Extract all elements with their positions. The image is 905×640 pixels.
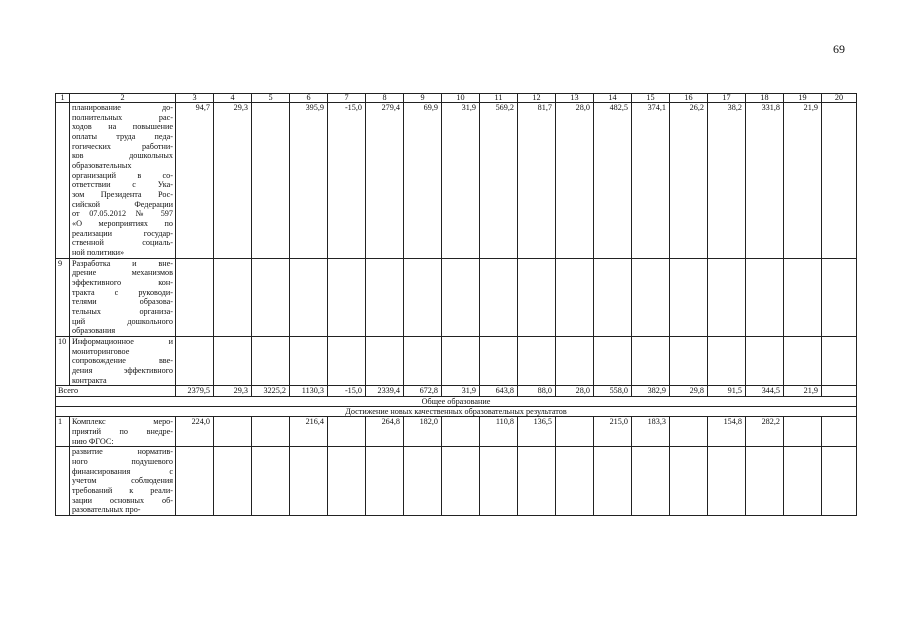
value-cell (670, 258, 708, 336)
value-cell (442, 417, 480, 447)
description-line: учетом соблюдения (72, 476, 173, 486)
total-label: Всего (56, 386, 176, 397)
value-cell: 28,0 (556, 103, 594, 259)
value-cell (670, 417, 708, 447)
description-line: сопровождение вве- (72, 356, 173, 366)
value-cell (556, 337, 594, 386)
description-line: требований к реали- (72, 485, 173, 495)
description-line: ной политики» (72, 248, 125, 258)
row-number: 1 (56, 417, 70, 447)
value-cell (518, 447, 556, 516)
column-number: 11 (480, 94, 518, 103)
value-cell (670, 337, 708, 386)
value-cell: 21,9 (784, 103, 822, 259)
value-cell: 282,2 (746, 417, 784, 447)
description-line: дения эффективного (72, 366, 173, 376)
value-cell: 482,5 (594, 103, 632, 259)
value-cell (632, 337, 670, 386)
value-cell: 331,8 (746, 103, 784, 259)
column-number: 9 (404, 94, 442, 103)
total-value: 21,9 (784, 386, 822, 397)
value-cell: 569,2 (480, 103, 518, 259)
column-number: 19 (784, 94, 822, 103)
total-row (56, 386, 857, 397)
value-cell: 69,9 (404, 103, 442, 259)
description-line: контракта (72, 375, 107, 385)
description-line: сийской Федерации (72, 199, 173, 209)
value-cell (442, 447, 480, 516)
description-line: образования (72, 326, 116, 336)
value-cell (822, 258, 857, 336)
value-cell (594, 447, 632, 516)
column-number: 20 (822, 94, 857, 103)
description-line: образовательных (72, 161, 132, 171)
value-cell (328, 337, 366, 386)
description-line: оплаты труда педа- (72, 132, 173, 142)
row-number (56, 447, 70, 516)
description-line: «О мероприятиях по (72, 219, 173, 229)
value-cell: 395,9 (290, 103, 328, 259)
total-value: 344,5 (746, 386, 784, 397)
column-number: 14 (594, 94, 632, 103)
value-cell: 136,5 (518, 417, 556, 447)
value-cell (404, 337, 442, 386)
value-cell (594, 337, 632, 386)
column-number: 12 (518, 94, 556, 103)
value-cell: 216,4 (290, 417, 328, 447)
column-number: 15 (632, 94, 670, 103)
value-cell (632, 258, 670, 336)
value-cell (214, 337, 252, 386)
description-line: разовательных про- (72, 505, 141, 515)
value-cell (252, 103, 290, 259)
description-line: организаций в со- (72, 170, 173, 180)
row-description (70, 337, 176, 386)
value-cell (176, 258, 214, 336)
row-number: 9 (56, 258, 70, 336)
description-line: тракта с руководи- (72, 287, 173, 297)
value-cell (746, 258, 784, 336)
value-cell: 110,8 (480, 417, 518, 447)
value-cell (822, 417, 857, 447)
total-value (822, 386, 857, 397)
description-line: ков дошкольных (72, 151, 173, 161)
value-cell (290, 337, 328, 386)
value-cell: 38,2 (708, 103, 746, 259)
value-cell (708, 447, 746, 516)
value-cell (556, 258, 594, 336)
section-title: Общее образование (56, 397, 857, 407)
total-value: 558,0 (594, 386, 632, 397)
total-value: 2339,4 (366, 386, 404, 397)
column-number: 6 (290, 94, 328, 103)
value-cell (784, 337, 822, 386)
value-cell (556, 447, 594, 516)
value-cell (518, 337, 556, 386)
value-cell (366, 258, 404, 336)
description-line: зом Президента Рос- (72, 190, 173, 200)
column-number: 5 (252, 94, 290, 103)
value-cell (784, 417, 822, 447)
column-number: 16 (670, 94, 708, 103)
description-line: ходов на повышение (72, 122, 173, 132)
value-cell (328, 417, 366, 447)
value-cell (746, 447, 784, 516)
value-cell (784, 258, 822, 336)
description-line: ответствии с Ука- (72, 180, 173, 190)
total-value: 1130,3 (290, 386, 328, 397)
description-line: развитие норматив- (72, 447, 173, 457)
total-value: 2379,5 (176, 386, 214, 397)
total-value: 382,9 (632, 386, 670, 397)
total-value: 88,0 (518, 386, 556, 397)
column-number: 10 (442, 94, 480, 103)
description-line: ций дошкольного (72, 316, 173, 326)
section-title-row (56, 397, 857, 407)
description-line: мониторинговое (72, 346, 130, 356)
value-cell: 264,8 (366, 417, 404, 447)
total-value: 3225,2 (252, 386, 290, 397)
description-line: Информационное и (72, 337, 173, 347)
description-line: гогических работни- (72, 141, 173, 151)
value-cell (594, 258, 632, 336)
column-number: 13 (556, 94, 594, 103)
value-cell: 31,9 (442, 103, 480, 259)
value-cell: 279,4 (366, 103, 404, 259)
value-cell (822, 447, 857, 516)
description-line: планирование до- (72, 103, 173, 112)
value-cell (252, 337, 290, 386)
table-row (56, 103, 857, 259)
description-line: телями образова- (72, 297, 173, 307)
value-cell (404, 258, 442, 336)
value-cell: 224,0 (176, 417, 214, 447)
row-description (70, 258, 176, 336)
value-cell (708, 337, 746, 386)
value-cell (746, 337, 784, 386)
total-value: -15,0 (328, 386, 366, 397)
value-cell (442, 337, 480, 386)
table-row (56, 258, 857, 336)
value-cell (556, 417, 594, 447)
description-line: от 07.05.2012 № 597 (72, 209, 173, 219)
column-number: 2 (70, 94, 176, 103)
total-value: 91,5 (708, 386, 746, 397)
column-number: 18 (746, 94, 784, 103)
description-line: Комплекс меро- (72, 417, 173, 427)
value-cell (290, 447, 328, 516)
value-cell: 94,7 (176, 103, 214, 259)
table-row (56, 417, 857, 447)
description-line: дрение механизмов (72, 268, 173, 278)
value-cell: 81,7 (518, 103, 556, 259)
description-line: приятий по внедре- (72, 426, 173, 436)
value-cell (252, 258, 290, 336)
value-cell (214, 417, 252, 447)
description-line: полнительных рас- (72, 112, 173, 122)
value-cell (290, 258, 328, 336)
value-cell (784, 447, 822, 516)
column-number: 4 (214, 94, 252, 103)
value-cell (214, 447, 252, 516)
value-cell: 26,2 (670, 103, 708, 259)
value-cell (442, 258, 480, 336)
value-cell (404, 447, 442, 516)
value-cell (632, 447, 670, 516)
total-value: 31,9 (442, 386, 480, 397)
description-line: ственной социаль- (72, 238, 173, 248)
total-value: 29,8 (670, 386, 708, 397)
row-description (70, 417, 176, 447)
description-line: зации основных об- (72, 495, 173, 505)
description-line: эффективного кон- (72, 278, 173, 288)
value-cell (328, 258, 366, 336)
total-value: 28,0 (556, 386, 594, 397)
value-cell (252, 417, 290, 447)
value-cell (328, 447, 366, 516)
column-number: 8 (366, 94, 404, 103)
table-row (56, 337, 857, 386)
budget-table (55, 93, 857, 516)
row-number: 10 (56, 337, 70, 386)
row-description (70, 103, 176, 259)
column-number: 17 (708, 94, 746, 103)
value-cell: 182,0 (404, 417, 442, 447)
description-line: нию ФГОС: (72, 436, 114, 446)
value-cell (176, 447, 214, 516)
value-cell: 374,1 (632, 103, 670, 259)
value-cell (366, 337, 404, 386)
value-cell (480, 337, 518, 386)
value-cell (176, 337, 214, 386)
subsection-title: Достижение новых качественных образовательных результатов (56, 407, 857, 417)
column-number-row (56, 94, 857, 103)
page-number: 69 (833, 42, 845, 56)
total-value: 672,8 (404, 386, 442, 397)
value-cell (822, 103, 857, 259)
value-cell (366, 447, 404, 516)
description-line: тельных организа- (72, 307, 173, 317)
value-cell (480, 258, 518, 336)
column-number: 1 (56, 94, 70, 103)
value-cell (480, 447, 518, 516)
value-cell (670, 447, 708, 516)
description-line: ного подушевого (72, 456, 173, 466)
value-cell: 215,0 (594, 417, 632, 447)
description-line: финансирования с (72, 466, 173, 476)
total-value: 643,8 (480, 386, 518, 397)
value-cell (252, 447, 290, 516)
value-cell: 183,3 (632, 417, 670, 447)
value-cell: 154,8 (708, 417, 746, 447)
value-cell (518, 258, 556, 336)
table-row (56, 447, 857, 516)
total-value: 29,3 (214, 386, 252, 397)
value-cell (708, 258, 746, 336)
subsection-title-row (56, 407, 857, 417)
column-number: 7 (328, 94, 366, 103)
description-line: реализации государ- (72, 228, 173, 238)
value-cell: 29,3 (214, 103, 252, 259)
value-cell (822, 337, 857, 386)
value-cell (214, 258, 252, 336)
row-description (70, 447, 176, 516)
description-line: Разработка и вне- (72, 258, 173, 268)
column-number: 3 (176, 94, 214, 103)
value-cell: -15,0 (328, 103, 366, 259)
row-number (56, 103, 70, 259)
